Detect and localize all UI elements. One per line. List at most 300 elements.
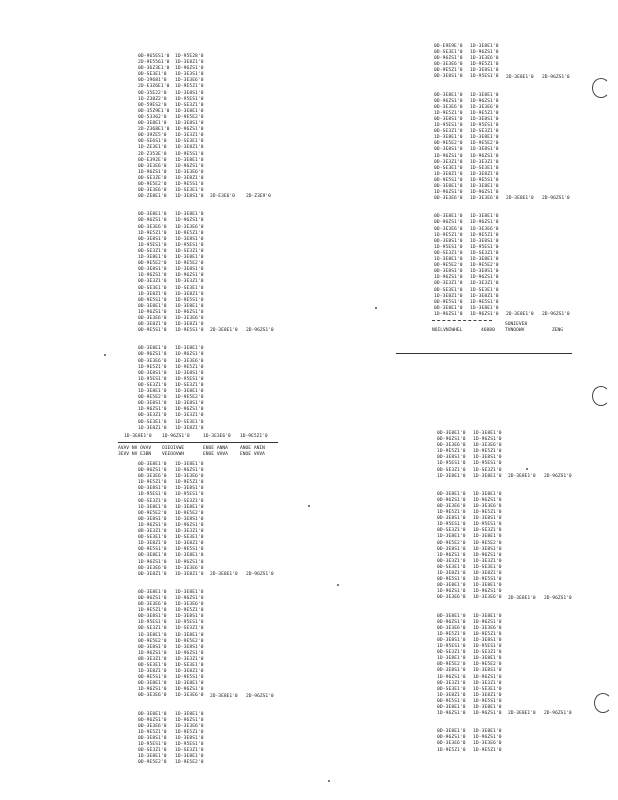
listing-cell: 1D-3E8S1'0 (175, 194, 204, 200)
listing-cell: 1D-SE3E1'0 (175, 285, 204, 291)
listing-cell: 0D-3E3Z1'0 (437, 558, 466, 564)
listing-cell: 1D-95ES1'0 (175, 96, 204, 102)
listing-cell: 0D-3E8E1'0 (138, 711, 167, 717)
listing-cell: 1D-3E8S1'0 (470, 147, 499, 153)
listing-cell: 1D-96ZS1'0 (175, 650, 204, 656)
listing-cell: 0D-SE3E1'0 (138, 285, 167, 291)
listing-cell: 1D-3E8S1'0 (470, 68, 499, 74)
listing-cell: 1D-SE3E1'0 (473, 686, 502, 692)
group-total: 2D-3E8E1'0 (210, 571, 238, 577)
group-total: 2D-96ZS1'0 (246, 693, 274, 699)
listing-cell: 1D-95ES1'0 (138, 492, 167, 498)
listing-cell: 1D-SE3E1'0 (470, 165, 499, 171)
listing-cell: 1D-3E8E1'0 (175, 681, 204, 687)
listing-cell: 1D-SE3Z1'0 (470, 129, 499, 135)
listing-cell: 1D-SE3Z1'0 (470, 250, 499, 256)
listing-cell: 0D-3E8E1'0 (138, 681, 167, 687)
listing-cell: 0D-3E3E6'0 (138, 693, 167, 699)
listing-column-a (437, 492, 466, 602)
listing-cell: 0D-SE3Z1'0 (437, 467, 466, 473)
listing-cell: 1D-3E8E1'0 (473, 729, 502, 735)
listing-cell: 0D-3E3E6'0 (138, 474, 167, 480)
listing-cell: 1D-3E3E6'0 (175, 224, 204, 230)
listing-cell: 0D-3E8S1'0 (437, 516, 466, 522)
group-total: 2D-96ZS1'0 (542, 312, 570, 317)
listing-cell: 0D-9E5E2'0 (138, 261, 167, 267)
listing-column-b (470, 44, 499, 81)
listing-cell: 0D-3E3E6'0 (138, 315, 167, 321)
listing-cell: 2D-9E5561'0 (138, 60, 170, 66)
listing-cell: 1D-9E5S1'0 (473, 698, 502, 704)
listing-cell: 1D-95ES1'0 (470, 244, 499, 250)
listing-cell: 1D-95ES1'0 (434, 123, 463, 129)
listing-cell: 0D-36Z3E1'0 (138, 66, 170, 72)
listing-cell: 1D-95ES1'0 (175, 376, 204, 382)
listing-cell: 1D-9E5Z1'0 (138, 608, 167, 614)
listing-cell: 1D-9E5S1'0 (175, 181, 204, 187)
listing-cell: 1D-95ES1'0 (175, 242, 204, 248)
listing-cell: 0D-SE3E1'0 (138, 419, 167, 425)
listing-cell: 1D-3E3E6'0 (175, 78, 204, 84)
listing-cell: 1D-96ZS1'0 (473, 674, 502, 680)
listing-cell: 1D-96ZS1'0 (175, 559, 204, 565)
header-sub-4: ENOE VHVA (240, 452, 265, 457)
listing-cell: 1D-3E8S1'0 (175, 736, 204, 742)
listing-cell: 1D-3E8E1'0 (138, 255, 167, 261)
listing-cell: 0D-9E5S1'0 (434, 177, 463, 183)
listing-cell: 0D-3E8S1'0 (434, 269, 463, 275)
group-total: 2D-96ZS1'0 (544, 473, 572, 479)
listing-cell: 1D-3E8S1'0 (473, 668, 502, 674)
listing-cell: 0D-SE3E1'0 (434, 287, 463, 293)
listing-cell: 1D-96ZS1'0 (437, 589, 466, 595)
listing-cell: 1D-3E8S1'0 (473, 546, 502, 552)
listing-column-a (138, 346, 167, 431)
listing-cell: 1D-3E8E1'0 (434, 135, 463, 141)
listing-cell: 1D-3E3E6'0 (175, 602, 204, 608)
listing-cell: 1D-3E8Z1'0 (175, 145, 204, 151)
listing-column-a (138, 462, 167, 578)
listing-cell: 1D-3E8E1'0 (473, 583, 502, 589)
listing-cell: 1D-96ZS1'0 (434, 190, 463, 196)
listing-cell: 1D-3E3S1'0 (175, 72, 204, 78)
listing-column-b (473, 729, 502, 753)
listing-cell: 1D-9E5Z1'0 (138, 230, 167, 236)
listing-cell: 0D-SE3Z1'0 (434, 250, 463, 256)
listing-cell: 1D-3E8E1'0 (473, 656, 502, 662)
scan-speck (104, 354, 106, 356)
listing-cell: 0D-E392E'0 (138, 157, 167, 163)
listing-cell: 0D-3E8S1'0 (138, 614, 167, 620)
listing-cell: 1D-9E5E2'0 (470, 263, 499, 269)
listing-cell: 1D-3E8E1'0 (470, 44, 499, 49)
group-total: 2D-96ZS1'0 (246, 571, 274, 577)
listing-cell: 1D-3E8Z1'0 (470, 293, 499, 299)
listing-cell: 0D-96ZS1'0 (434, 56, 463, 62)
listing-column-b (473, 431, 502, 480)
listing-cell: 0D-96ZS1'0 (437, 735, 466, 741)
listing-cell: 1D-95ES1'0 (473, 644, 502, 650)
listing-cell: 1D-96ZS1'0 (138, 273, 167, 279)
listing-cell: 1D-95ES1'0 (437, 522, 466, 528)
listing-cell: 0D-9E5S1'0 (138, 675, 167, 681)
listing-cell: 1D-3E8E1'0 (175, 553, 204, 559)
listing-cell: 1D-9E5Z1'0 (437, 510, 466, 516)
listing-cell: 1D-3E3E6'0 (175, 474, 204, 480)
listing-cell: 0D-3E3E6'0 (434, 104, 463, 110)
listing-cell: 0D-SE3Z1'0 (437, 528, 466, 534)
listing-cell: 0D-3E3Z1'0 (434, 281, 463, 287)
listing-cell: 1D-95ES1'0 (138, 242, 167, 248)
listing-column-a (437, 431, 466, 480)
listing-cell: 0D-9E5S1'0 (437, 698, 466, 704)
listing-cell: 1D-3E8E1'0 (138, 389, 167, 395)
listing-cell: 0D-3E3E6'0 (437, 595, 466, 601)
listing-cell: 1D-9E5Z1'0 (138, 729, 167, 735)
listing-cell: 0D-3E8S1'0 (138, 401, 167, 407)
listing-cell: 1D-9E5Z1'0 (473, 510, 502, 516)
listing-cell: 0D-3E3Z1'0 (434, 159, 463, 165)
listing-cell: 0D-3E8E1'0 (434, 184, 463, 189)
listing-cell: 1D-3E8S1'0 (470, 269, 499, 275)
listing-cell: 1D-3E8E1'0 (473, 431, 502, 436)
listing-cell: 1D-3E8E1'0 (437, 656, 466, 662)
listing-cell: 1D-SE3E1'0 (175, 419, 204, 425)
listing-cell: 1D-9E5S1'0 (175, 297, 204, 303)
footer-mid-value: 46880 (481, 328, 495, 333)
listing-cell: 1D-96ZS1'0 (473, 735, 502, 741)
listing-cell: 1D-3E8E1'0 (175, 108, 204, 114)
listing-column-b (175, 54, 204, 200)
group-total: 2D-96ZS1'0 (544, 595, 572, 601)
listing-column-b (470, 93, 499, 203)
listing-cell: 1D-3E3E6'0 (175, 723, 204, 729)
listing-cell: 1D-96ZS1'0 (470, 190, 499, 196)
listing-cell: 1D-3E8S1'0 (175, 614, 204, 620)
listing-cell: 1D-3E3Z1'0 (470, 281, 499, 287)
listing-cell: 1D-3E8E1'0 (473, 534, 502, 540)
listing-cell: 0D-965ES1'0 (138, 54, 170, 59)
listing-cell: 0D-SE3E1'0 (434, 165, 463, 171)
listing-cell: 1D-96ZS1'0 (138, 407, 167, 413)
listing-cell: 0D-3E3Z1'0 (437, 680, 466, 686)
listing-cell: 1D-3E8Z1'0 (434, 171, 463, 177)
header-value-1: 1D-3E8E1'0 (124, 434, 152, 439)
listing-cell: 1D-95ES1'0 (175, 620, 204, 626)
listing-cell: 1D-3E8Z1'0 (175, 322, 204, 328)
listing-cell: 0D-3E3E6'0 (138, 188, 167, 194)
punch-hole-icon (594, 693, 612, 713)
listing-cell: 1D-ZE3E1'0 (138, 145, 167, 151)
listing-cell: 1D-3E8E1'0 (175, 346, 204, 352)
listing-cell: 0D-9E5E2'0 (138, 760, 167, 766)
header-sub-3: ENOE VHVA (203, 452, 228, 457)
header-label-2: OIEOIVWE (162, 446, 185, 451)
listing-cell: 0D-3E3E6'0 (437, 625, 466, 631)
listing-cell: 1D-3E3Z1'0 (175, 529, 204, 535)
listing-cell: 0D-3E8E1'0 (434, 214, 463, 220)
listing-cell: 0D-3E8S1'0 (138, 644, 167, 650)
scan-speck (328, 780, 330, 782)
listing-cell: 0D-9E5S1'0 (437, 577, 466, 583)
listing-cell: 1D-3E3E6'0 (175, 693, 204, 699)
listing-cell: 1D-96ZS1'0 (175, 407, 204, 413)
listing-cell: 0D-3E8S1'0 (138, 516, 167, 522)
listing-cell: 1D-96ZS1'0 (473, 497, 502, 503)
listing-cell: 1D-96ZS1'0 (138, 522, 167, 528)
listing-cell: 1D-SE3Z1'0 (175, 748, 204, 754)
listing-cell: 1D-3E8E1'0 (175, 212, 204, 218)
listing-cell: 1D-SE3Z1'0 (175, 626, 204, 632)
listing-cell: 1D-9E5Z1'0 (434, 110, 463, 116)
listing-cell: 0D-3E8S1'0 (434, 147, 463, 153)
listing-cell: 0D-3E3E6'0 (138, 224, 167, 230)
listing-cell: 1D-3E8E1'0 (175, 157, 204, 163)
listing-cell: 0D-3E3Z1'0 (138, 279, 167, 285)
listing-cell: 0D-3E8Z1'0 (138, 322, 167, 328)
listing-cell: 0D-96ZS1'0 (138, 218, 167, 224)
listing-cell: 1D-9E5S1'0 (175, 151, 204, 157)
listing-column-a (434, 44, 463, 81)
listing-cell: 0D-3E8E1'0 (437, 431, 466, 436)
listing-cell: 0D-3E3E6'0 (138, 358, 167, 364)
listing-cell: 1D-9E5E2'0 (473, 662, 502, 668)
listing-column-a (437, 614, 466, 718)
listing-cell: 1D-3E3E6'0 (473, 741, 502, 747)
listing-cell: 1D-3E8E1'0 (175, 632, 204, 638)
listing-cell: 0D-3E8S1'0 (434, 116, 463, 122)
listing-cell: 0D-96ZS1'0 (138, 352, 167, 358)
listing-cell: 1D-96ZS1'0 (138, 559, 167, 565)
listing-cell: 1D-9E5Z1'0 (175, 480, 204, 486)
listing-cell: 1D-3E8E1'0 (437, 473, 466, 479)
listing-cell: 1D-95ES1'0 (434, 244, 463, 250)
listing-cell: 1D-96ZS1'0 (175, 127, 204, 133)
listing-cell: 1D-96ZS1'0 (473, 437, 502, 443)
listing-cell: 1D-3E3E6'0 (473, 625, 502, 631)
listing-cell: 1D-96ZS1'0 (434, 311, 463, 317)
header-sub-1: 3EVV NV E3BN (118, 452, 152, 457)
listing-cell: 1D-3E8S1'0 (175, 236, 204, 242)
listing-cell: 1D-3E8E1'0 (175, 711, 204, 717)
listing-cell: 1D-3E3Z1'0 (473, 680, 502, 686)
listing-cell: 1D-3E3Z1'0 (470, 159, 499, 165)
listing-cell: 1D-3E8Z1'0 (138, 291, 167, 297)
listing-cell: 1D-9E5Z1'0 (470, 232, 499, 238)
listing-column-b (175, 590, 204, 700)
listing-cell: 1D-95ES1'0 (138, 620, 167, 626)
listing-cell: 1D-96ZS1'0 (138, 650, 167, 656)
listing-cell: 0D-9E5E2'0 (138, 638, 167, 644)
listing-cell: 1D-96ZS1'0 (473, 619, 502, 625)
listing-cell: 1D-SE3E1'0 (175, 663, 204, 669)
listing-cell: 1D-SE3Z1'0 (473, 528, 502, 534)
listing-cell: 0D-3E8S1'0 (138, 370, 167, 376)
listing-cell: 1D-9E5E2'0 (175, 261, 204, 267)
listing-cell: 1D-9E5S1'0 (175, 547, 204, 553)
listing-cell: 0D-35E22'0 (138, 90, 167, 96)
listing-cell: 0D-SE3ZE'0 (138, 175, 167, 181)
listing-cell: 1D-9E5E2'0 (470, 141, 499, 147)
listing-cell: 1D-9E5Z1'0 (437, 631, 466, 637)
listing-cell: 0D-9E5E2'0 (138, 510, 167, 516)
listing-cell: 1D-3E8Z1'0 (175, 175, 204, 181)
listing-cell: 1D-9E5E2'0 (175, 510, 204, 516)
listing-cell: 0D-96ZS1'0 (437, 437, 466, 443)
listing-cell: 0D-3E8E1'0 (437, 729, 466, 735)
listing-column-b (175, 712, 204, 767)
listing-cell: 1D-96ZS1'0 (437, 711, 466, 717)
listing-cell: 1D-9E5Z1'0 (437, 747, 466, 753)
listing-cell: 0D-SE3Z1'0 (138, 498, 167, 504)
listing-column-a (434, 214, 463, 318)
listing-cell: 1D-9E5E2'0 (175, 760, 204, 766)
header-value-4: 1D-9E5Z1'0 (240, 434, 268, 439)
listing-cell: 0D-3E8E1'0 (138, 553, 167, 559)
listing-cell: 1D-9E5Z1'0 (437, 449, 466, 455)
listing-cell: 1D-9E5S1'0 (470, 299, 499, 305)
scan-speck (375, 307, 377, 309)
listing-column-b (175, 346, 204, 431)
listing-cell: 0D-SE3Z1'0 (437, 650, 466, 656)
listing-cell: 1D-3E8Z1'0 (138, 425, 167, 431)
listing-cell: 1D-3E8E1'0 (470, 92, 499, 98)
listing-cell: 1D-3E8Z1'0 (437, 571, 466, 577)
listing-cell: 1D-3E8S1'0 (473, 516, 502, 522)
listing-cell: 0D-3E8Z1'0 (138, 571, 167, 577)
listing-cell: 1D-3E3E6'0 (473, 503, 502, 509)
listing-cell: 0D-9E5S1'0 (434, 299, 463, 305)
listing-cell: 1D-3E3E6'0 (473, 595, 502, 601)
listing-cell: 0D-9E5E2'0 (138, 181, 167, 187)
listing-cell: 1D-3E8Z1'0 (175, 669, 204, 675)
listing-cell: 1D-3E8S1'0 (473, 637, 502, 643)
listing-cell: 0D-9E5E2'0 (434, 263, 463, 269)
listing-cell: 0D-96ZS1'0 (138, 717, 167, 723)
listing-cell: 1D-3E3E6'0 (175, 565, 204, 571)
listing-cell: 1D-9E5Z1'0 (138, 364, 167, 370)
listing-cell: 1D-96ZS1'0 (175, 687, 204, 693)
listing-cell: 0D-39ZE5'0 (138, 133, 167, 139)
listing-cell: 0D-3E8E1'0 (138, 121, 167, 127)
group-total: 2D-3E8E1'0 (508, 711, 536, 717)
listing-cell: 1D-SE3E1'0 (175, 139, 204, 145)
listing-cell: 0D-3E3Z1'0 (138, 413, 167, 419)
listing-cell: 1D-9E5Z1'0 (473, 631, 502, 637)
listing-cell: 1D-96ZS1'0 (473, 589, 502, 595)
listing-cell: 0D-3E8E1'0 (138, 303, 167, 309)
listing-cell: 1D-96ZS1'0 (175, 273, 204, 279)
listing-cell: 1D-SE3E1'0 (175, 188, 204, 194)
listing-column-a (434, 93, 463, 203)
listing-cell: 1D-3E3Z1'0 (175, 279, 204, 285)
listing-cell: 1D-3E8S1'0 (175, 121, 204, 127)
listing-cell: 1D-96ZS1'0 (175, 717, 204, 723)
group-total: 2D-3E8E1'0 (506, 312, 534, 317)
listing-cell: 1D-3E8Z1'0 (175, 291, 204, 297)
listing-cell: 1D-96ZS1'0 (470, 98, 499, 104)
listing-cell: 1D-95ES1'0 (437, 461, 466, 467)
listing-cell: 1D-96ZS1'0 (175, 218, 204, 224)
listing-cell: 1D-3E8Z1'0 (138, 669, 167, 675)
listing-cell: 1D-3E8E1'0 (175, 462, 204, 467)
listing-cell: 1D-9E5Z1'0 (473, 747, 502, 753)
footer-dashed-rule (432, 320, 492, 321)
listing-cell: 1D-SE3Z1'0 (175, 382, 204, 388)
listing-cell: 0D-3E3E6'0 (138, 163, 167, 169)
listing-cell: 0D-SE3E1'0 (437, 564, 466, 570)
listing-cell: 1D-96ZS1'0 (437, 552, 466, 558)
group-total: 2D-3E8E1'0 (508, 473, 536, 479)
listing-cell: 1D-3E8S1'0 (175, 370, 204, 376)
listing-cell: 1D-95ES1'0 (473, 461, 502, 467)
listing-cell: 0D-59ES2'0 (138, 102, 167, 108)
listing-cell: 0D-96ZS1'0 (434, 98, 463, 104)
listing-cell: 1D-95ES1'0 (473, 522, 502, 528)
listing-cell: 1D-3E8E1'0 (470, 257, 499, 263)
listing-cell: 1D-9E5S1'0 (175, 328, 204, 334)
group-total: 2D-3E8E1'0 (210, 328, 238, 334)
listing-cell: 1D-3E8Z1'0 (138, 541, 167, 547)
listing-cell: 1D-96ZS1'0 (175, 66, 204, 72)
listing-cell: 1D-96ZS1'0 (175, 522, 204, 528)
listing-cell: 1D-9E5Z1'0 (473, 449, 502, 455)
group-total: 2D-3E8E1'0 (506, 196, 534, 202)
group-total: 2D-96ZS1'0 (544, 711, 572, 717)
listing-cell: 0D-3E3E6'0 (138, 565, 167, 571)
listing-cell: 1D-3E8E1'0 (473, 705, 502, 710)
listing-cell: 1D-9E5E2'0 (175, 638, 204, 644)
listing-cell: 1D-96ZS1'0 (138, 687, 167, 693)
listing-cell: 1D-3E8Z1'0 (175, 60, 204, 66)
listing-cell: 0D-9E5S1'0 (138, 547, 167, 553)
punch-hole-icon (592, 78, 610, 98)
listing-cell: 1D-3E3E6'0 (470, 56, 499, 62)
listing-cell: 0D-SE3Z1'0 (434, 129, 463, 135)
listing-column-a (437, 729, 466, 753)
listing-cell: 1D-95ES1'0 (470, 74, 499, 80)
listing-cell: 1D-95E28'0 (175, 54, 204, 59)
listing-cell: 0D-9E5E2'0 (437, 662, 466, 668)
listing-cell: 1D-3E8E1'0 (437, 534, 466, 540)
listing-cell: 0D-96ZS1'0 (434, 220, 463, 226)
listing-cell: 2D-Z368E1'0 (138, 127, 170, 133)
listing-cell: 1D-3E8E1'0 (473, 491, 502, 497)
listing-column-b (470, 214, 499, 318)
listing-cell: 1D-95ES1'0 (138, 376, 167, 382)
listing-cell: 1D-96ZS1'0 (175, 595, 204, 601)
listing-cell: 1D-SE3Z1'0 (175, 498, 204, 504)
listing-cell: 0D-9E5E2'0 (434, 141, 463, 147)
listing-cell: 1D-95ES1'0 (138, 742, 167, 748)
header-label-3: ENOE ANNA (203, 446, 228, 451)
listing-column-b (473, 492, 502, 602)
listing-cell: 0D-3E8E1'0 (434, 305, 463, 311)
listing-column-a (138, 712, 167, 767)
listing-cell: 0D-3E8E1'0 (437, 613, 466, 619)
listing-cell: 1D-SE3Z1'0 (473, 650, 502, 656)
listing-cell: 1D-3E8E1'0 (175, 754, 204, 760)
listing-cell: 0D-3E8E1'0 (437, 705, 466, 710)
listing-cell: 1D-3E8E1'0 (470, 184, 499, 189)
listing-column-a (138, 212, 167, 334)
listing-cell: 1D-95ES1'0 (175, 742, 204, 748)
listing-cell: 1D-9E5Z1'0 (434, 232, 463, 238)
listing-cell: 1D-96ZS1'0 (473, 552, 502, 558)
listing-cell: 1D-SE3Z1'0 (473, 467, 502, 473)
listing-cell: 0D-3E3Z1'0 (138, 529, 167, 535)
listing-cell: 0D-96ZS1'0 (138, 595, 167, 601)
